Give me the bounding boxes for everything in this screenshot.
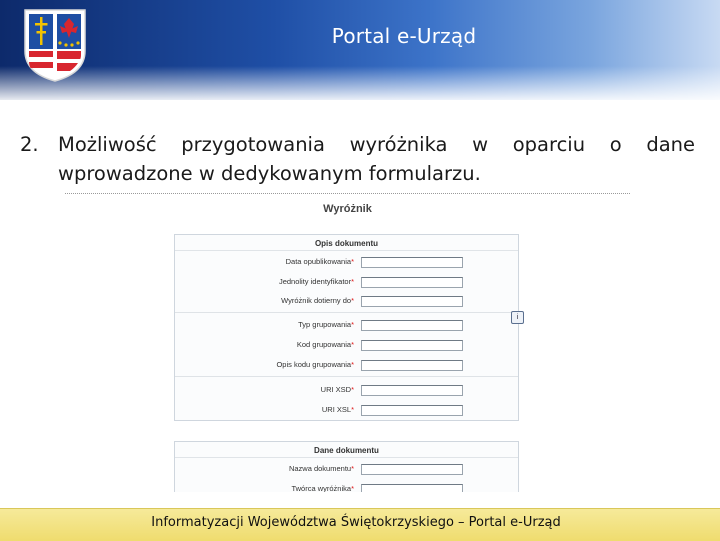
form-row-grouping-type xyxy=(175,319,518,331)
fieldset-document-data xyxy=(174,441,519,492)
point-number: 2. xyxy=(20,133,39,156)
fieldset-title: Opis dokumentu xyxy=(175,239,518,251)
fieldset-title: Dane dokumentu xyxy=(175,446,518,458)
form-row-uri-xsl xyxy=(175,404,518,416)
required-mark: * xyxy=(351,257,354,266)
point-text-line-1: Możliwość przygotowania wyróżnika w oparciu o dane xyxy=(58,133,695,156)
required-mark: * xyxy=(351,320,354,329)
form-row-creator xyxy=(175,483,518,492)
form-heading: Wyróżnik xyxy=(323,203,372,215)
form-row-publication-date xyxy=(175,256,518,268)
uri-xsl-input[interactable] xyxy=(361,405,463,416)
required-mark: * xyxy=(351,405,354,414)
field-label: Kod grupowania* xyxy=(296,340,354,349)
uri-xsd-input[interactable] xyxy=(361,385,463,396)
form-row-identifier xyxy=(175,276,518,288)
row-separator xyxy=(175,376,518,377)
form-row-uri-xsd xyxy=(175,384,518,396)
field-label: Nazwa dokumentu* xyxy=(288,464,354,473)
info-button[interactable]: i xyxy=(511,311,524,324)
required-mark: * xyxy=(351,340,354,349)
required-mark: * xyxy=(351,277,354,286)
footer-band xyxy=(0,508,720,541)
field-label: Jednolity identyfikator* xyxy=(278,277,354,286)
document-name-input[interactable] xyxy=(361,464,463,475)
required-mark: * xyxy=(351,296,354,305)
form-row-applicable xyxy=(175,295,518,307)
field-label: Opis kodu grupowania* xyxy=(276,360,354,369)
footer-text: Informatyzacji Województwa Świętokrzyskiego – Portal e-Urząd xyxy=(151,515,561,530)
applicable-input[interactable] xyxy=(361,296,463,307)
fieldset-document-description xyxy=(174,234,519,421)
form-row-grouping-code-desc xyxy=(175,359,518,371)
bullet-point xyxy=(20,130,695,188)
creator-input[interactable] xyxy=(361,484,463,492)
field-label: Wyróżnik dotierny do* xyxy=(281,296,354,305)
field-label: Data opublikowania* xyxy=(285,257,354,266)
app-title: Portal e-Urząd xyxy=(331,24,477,48)
grouping-type-input[interactable] xyxy=(361,320,463,331)
field-label: Twórca wyróżnika* xyxy=(291,484,354,492)
identifier-input[interactable] xyxy=(361,277,463,288)
form-row-grouping-code xyxy=(175,339,518,351)
row-separator xyxy=(175,312,518,313)
required-mark: * xyxy=(351,385,354,394)
form-screenshot xyxy=(65,193,630,492)
grouping-code-input[interactable] xyxy=(361,340,463,351)
point-text-line-2: wprowadzone w dedykowanym formularzu. xyxy=(58,162,481,185)
field-label: URI XSD* xyxy=(320,385,354,394)
publication-date-input[interactable] xyxy=(361,257,463,268)
field-label: URI XSL* xyxy=(321,405,354,414)
required-mark: * xyxy=(351,484,354,492)
field-label: Typ grupowania* xyxy=(298,320,354,329)
required-mark: * xyxy=(351,360,354,369)
header-band xyxy=(0,0,720,100)
form-row-document-name xyxy=(175,463,518,475)
required-mark: * xyxy=(351,464,354,473)
grouping-code-desc-input[interactable] xyxy=(361,360,463,371)
